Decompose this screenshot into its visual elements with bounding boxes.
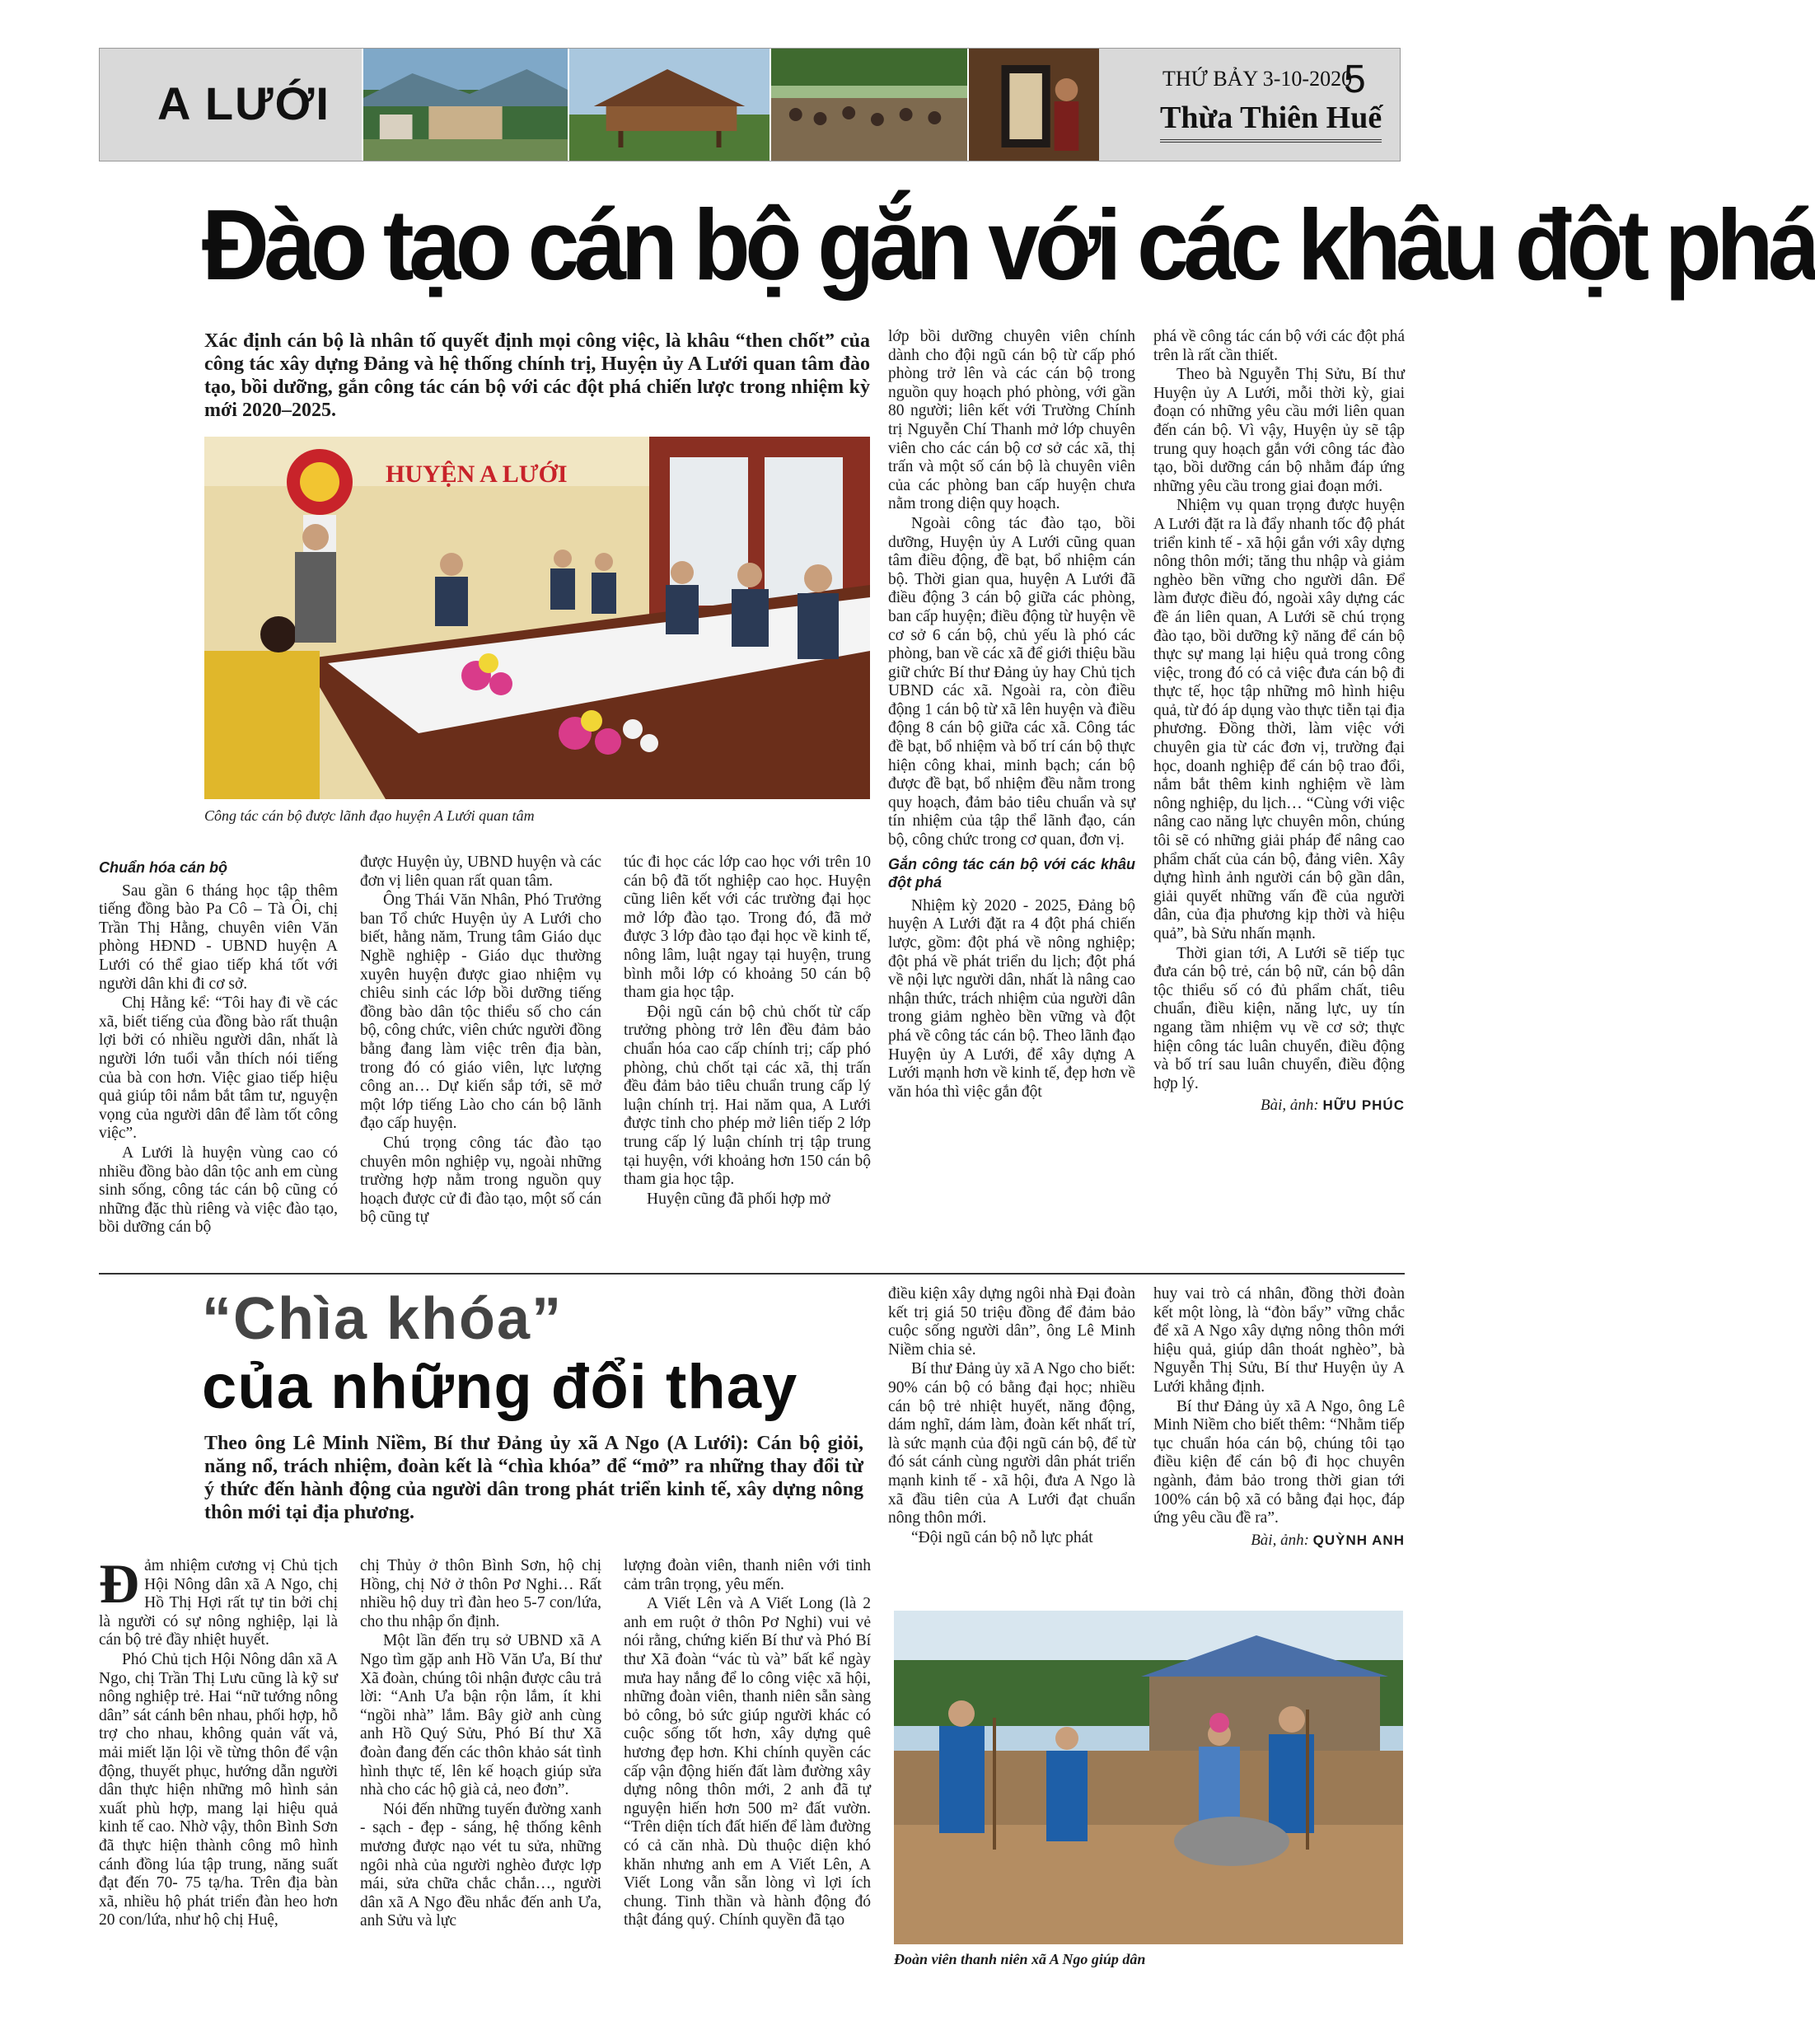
article1-lead: Xác định cán bộ là nhân tố quyết định mọi công việc, là khâu “then chốt” của công tác xây dựng Đảng và hệ thống chính trị, Huyện ủy A Lưới quan tâm đào tạo, bồi dưỡng, gắn công tác cán bộ với các đột phá chiến lược trong nhiệm kỳ mới 2020–2025.: [204, 330, 870, 421]
paragraph: được Huyện ủy, UBND huyện và các đơn vị liên quan rất quan tâm.: [360, 854, 601, 890]
article1-column-2: [360, 854, 601, 1228]
paragraph: Đội ngũ cán bộ chủ chốt từ cấp trưởng phòng trở lên đều đảm bảo chuẩn hóa cao cấp chính trị; cấp phó phòng, chủ chốt tại các xã, thị trấn đều đảm bảo tiêu chuẩn trung cấp lý luận chính trị. Hai năm qua, A Lưới được tỉnh cho phép mở liên tiếp 2 lớp trung cấp lý luận chính trị tập trung tại huyện, với khoảng hơn 150 cán bộ tham gia học tập.: [624, 1003, 871, 1189]
paragraph: Bí thư Đảng ủy xã A Ngo cho biết: 90% cán bộ có bằng đại học; nhiều cán bộ trẻ nhiệt huyết, năng động, dám nghĩ, dám làm, đoàn kết nhất trí, là sức mạnh của đội ngũ cán bộ, để từ đó sát cánh cùng người dân phát triển mạnh kinh tế - xã hội, đưa A Ngo là xã đầu tiên của A Lưới đạt chuẩn nông thôn mới.: [888, 1360, 1135, 1527]
paragraph: “Đội ngũ cán bộ nỗ lực phát: [911, 1528, 1093, 1546]
article1-column-5: [1153, 328, 1405, 1116]
photo-sign-text: HUYỆN A LƯỚI: [386, 461, 568, 488]
article1-byline: Bài, ảnh: HỮU PHÚC: [1260, 1097, 1405, 1115]
header-photo-town: [362, 49, 568, 161]
section-name: A LƯỚI: [157, 77, 330, 129]
article2-photo-caption: Đoàn viên thanh niên xã A Ngo giúp dân: [894, 1951, 1146, 1967]
paragraph: Chị Hằng kể: “Tôi hay đi về các xã, biết tiếng của đồng bào rất thuận lợi bởi có nhiều người dân, nhất là người lớn tuổi vẫn thích nói tiếng của bà con hơn. Việc giao tiếp hiệu quả giúp tôi nắm bắt tâm tư, nguyện vọng của người dân để làm tốt công việc”.: [99, 994, 338, 1143]
paragraph: huy vai trò cá nhân, đồng thời đoàn kết một lòng, là “đòn bẩy” vững chắc để xã A Ngo xây dựng nông thôn mới hiệu quả, giúp dân thoát nghèo”, bà Nguyễn Thị Sửu, Bí thư Huyện ủy A Lưới khẳng định.: [1153, 1285, 1405, 1396]
newspaper-name: Thừa Thiên Huế: [1160, 100, 1382, 143]
header-photo-stilt-house: [568, 49, 770, 161]
paragraph: Phó Chủ tịch Hội Nông dân xã A Ngo, chị Trần Thị Lưu cũng là kỹ sư nông nghiệp trẻ. Hai “nữ tướng nông dân” sát cánh bên nhau, phối hợp, hỗ trợ cho nhau, không quản vất vả, mải miết lặn lội về từng thôn để vận động, thuyết phục, hướng dẫn người dân thực hiện những mô hình sản xuất phù hợp, mang lại hiệu quả kinh tế cao. Nhờ vậy, thôn Bình Sơn đã thực hiện thành công mô hình cánh đồng lúa tập trung, năng suất đạt đến 70- 75 tạ/ha. Trên địa bàn xã, nhiều hộ phát triển đàn heo hơn 20 con/lứa, như hộ chị Huệ,: [99, 1650, 338, 1929]
article2-column-5: [1153, 1285, 1405, 1550]
paragraph: Nhiệm vụ quan trọng được huyện A Lưới đặt ra là đẩy nhanh tốc độ phát triển kinh tế - xã hội gắn với xây dựng nông thôn mới; tăng thu nhập và giảm nghèo bền vững cho người dân. Để làm được điều đó, ngoài xây dựng các đề án liên quan, A Lưới sẽ chú trọng đào tạo, bồi dưỡng kỹ năng để cán bộ thực sự mang lại hiệu quả trong công việc, trong đó có cả việc đưa cán bộ đi thực tế, học tập những mô hình hiệu quả, từ đó áp dụng vào thực tiễn tại địa phương. Đồng thời, làm việc với chuyên gia từ các đơn vị, trường đại học, doanh nghiệp để cán bộ trao đổi, nắm bắt thêm kinh nghiệm về làm nông nghiệp, du lịch… “Cùng với việc nâng cao năng lực chuyên môn, chúng tôi sẽ có những giải pháp để nâng cao phẩm chất của cán bộ, đảng viên. Xây dựng hình ảnh người cán bộ gần dân, giải quyết những vấn đề của người dân, của địa phương kịp thời và hiệu quả”, bà Sửu nhấn mạnh.: [1153, 497, 1405, 942]
article1-column-1: [99, 854, 338, 1238]
article2-lead: Theo ông Lê Minh Niềm, Bí thư Đảng ủy xã A Ngo (A Lưới): Cán bộ giỏi, năng nổ, trách nhiệm, đoàn kết là “chìa khóa” để “mở” ra những thay đổi từ ý thức đến hành động của người dân trong phát triển kinh tế, xây dựng nông thôn mới tại địa phương.: [204, 1433, 863, 1523]
header-photo-weaving: [967, 49, 1099, 161]
paragraph: Sau gần 6 tháng học tập thêm tiếng đồng bào Pa Cô – Tà Ôi, chị Trần Thị Hằng, chuyên viên Văn phòng HĐND - UBND huyện A Lưới có thể giao tiếp khá tốt với người dân khi đi cơ sở.: [99, 882, 338, 993]
paragraph: phá về công tác cán bộ với các đột phá trên là rất cần thiết.: [1153, 328, 1405, 364]
article1-column-3: [624, 854, 871, 1209]
paragraph: Nhiệm kỳ 2020 - 2025, Đảng bộ huyện A Lưới đặt ra 4 đột phá chiến lược, gồm: đột phá về nông nghiệp; đột phá về phát triển du lịch; đột phá về nội lực người dân, nhất là nâng cao nhận thức, trách nhiệm của người dân trong giảm nghèo bền vững và đột phá về công tác cán bộ. Theo lãnh đạo Huyện ủy A Lưới, để xây dựng A Lưới mạnh hơn về kinh tế, đẹp hơn về văn hóa thì việc gắn đột: [888, 896, 1135, 1101]
article2-column-1: [99, 1552, 338, 1931]
paragraph: lượng đoàn viên, thanh niên với tinh cảm trân trọng, yêu mến.: [624, 1557, 871, 1593]
paragraph: Ông Thái Văn Nhân, Phó Trưởng ban Tổ chức Huyện ủy A Lưới cho biết, hằng năm, Trung tâm Giáo dục Nghề nghiệp - Giáo dục thường xuyên huyện được giao nhiệm vụ chiêu sinh các lớp bồi dưỡng tiếng đồng bào dân tộc thiểu số cho cán bộ, công chức, viên chức người đồng bằng đang làm việc trên địa bàn, trong đó có giáo viên, lực lượng công an… Dự kiến sắp tới, sẽ mở một lớp tiếng Lào cho cán bộ lãnh đạo cấp huyện.: [360, 891, 601, 1133]
issue-date: THỨ BẢY 3-10-2020: [1162, 67, 1353, 91]
paragraph: A Viết Lên và A Viết Long (là 2 anh em ruột ở thôn Pơ Nghi) vui vẻ nói rằng, chứng kiến Bí thư và Phó Bí thư Xã đoàn “vác tù và” bất kể ngày mưa hay nắng để lo công việc xã hội, những đoàn viên, thanh niên sẵn sàng bỏ công, bỏ sức giúp người khác có cuộc sống tốt hơn, xây dựng quê hương đẹp hơn. Khi chính quyền các cấp vận động hiến đất làm đường xây dựng nông thôn mới, 2 anh đã tự nguyện hiến hơn 500 m² đất vườn. “Trên diện tích đất hiến để làm đường có cả căn nhà. Dù thuộc diện khó khăn nhưng anh em A Viết Lên, A Viết Long vẫn sẵn lòng vì lợi ích chung. Tinh thần và hành động đó thật đáng quý. Chính quyền đã tạo: [624, 1595, 871, 1929]
article2-column-3: [624, 1557, 871, 1931]
paragraph: Một lần đến trụ sở UBND xã A Ngo tìm gặp anh Hồ Văn Ưa, Bí thư Xã đoàn, chúng tôi nhận được câu trả lời: “Anh Ưa bận rộn lắm, ít khi “ngồi nhà” lắm. Bây giờ anh cùng anh Hồ Quý Sửu, Phó Bí thư Xã đoàn đang đến các thôn khảo sát tình hình thực tế, lên kế hoạch giúp sửa nhà cho các hộ già cả, neo đơn”.: [360, 1632, 601, 1799]
paragraph: Theo bà Nguyễn Thị Sửu, Bí thư Huyện ủy A Lưới, mỗi thời kỳ, giai đoạn có những yêu cầu mới liên quan đến cán bộ. Vì vậy, Huyện ủy sẽ tập trung quy hoạch gắn với công tác đào tạo, bồi dưỡng cán bộ nhằm đáp ứng những yêu cầu trong giai đoạn mới.: [1153, 366, 1405, 495]
subhead: Gắn công tác cán bộ với các khâu đột phá: [888, 855, 1135, 891]
subhead: Chuẩn hóa cán bộ: [99, 859, 228, 876]
paragraph: điều kiện xây dựng ngôi nhà Đại đoàn kết trị giá 50 triệu đồng để đảm bảo cuộc sống người dân”, ông Lê Minh Niềm chia sẻ.: [888, 1285, 1135, 1359]
article1-photo-meeting: [204, 437, 870, 799]
paragraph: Chú trọng công tác đào tạo chuyên môn nghiệp vụ, ngoài những trường hợp nằm trong nguồn quy hoạch được cử đi đào tạo, một số cán bộ cũng tự: [360, 1134, 601, 1227]
paragraph: Thời gian tới, A Lưới sẽ tiếp tục đưa cán bộ trẻ, cán bộ nữ, cán bộ dân tộc thiểu số có đủ phẩm chất, tiêu chuẩn, điều kiện, năng lực, uy tín ngang tầm nhiệm vụ về cơ sở; thực hiện công tác luân chuyển, điều động và bố trí sau luân chuyển, điều động hợp lý.: [1153, 944, 1405, 1092]
paragraph: lớp bồi dưỡng chuyên viên chính dành cho đội ngũ cán bộ từ cấp phó phòng trở lên và các cán bộ trong nguồn quy hoạch phó phòng, với gần 80 người; liên kết với Trường Chính trị Nguyễn Chí Thanh mở lớp chuyên viên cho các cán bộ cơ sở các xã, thị trấn và một số cán bộ là chuyên viên của các phòng ban cấp huyện chưa nằm trong diện quy hoạch.: [888, 328, 1135, 513]
article2-headline-line1: “Chìa khóa”: [202, 1286, 564, 1352]
article2-byline: Bài, ảnh: QUỲNH ANH: [1251, 1531, 1405, 1549]
paragraph: A Lưới là huyện vùng cao có nhiều đồng bào dân tộc anh em cùng sinh sống, công tác cán bộ cũng có những đặc thù riêng và việc đào tạo, bồi dưỡng cán bộ: [99, 1144, 338, 1237]
article2-column-4: [888, 1285, 1135, 1548]
paragraph: Đảm nhiệm cương vị Chủ tịch Hội Nông dân xã A Ngo, chị Hồ Thị Hợi rất tự tin bởi chị là người có sự nông nghiệp, lại là cán bộ trẻ đầy nhiệt huyết.: [99, 1552, 338, 1649]
page-number: 5: [1344, 58, 1366, 101]
masthead: [99, 48, 1401, 161]
paragraph: Nói đến những tuyến đường xanh - sạch - đẹp - sáng, hệ thống kênh mương được nạo vét tu sửa, những ngôi nhà của người nghèo được lợp mái, sửa chữa chắc chắn…, người dân xã A Ngo đều nhắc đến anh Ưa, anh Sửu và lực: [360, 1800, 601, 1930]
paragraph: Bí thư Đảng ủy xã A Ngo, ông Lê Minh Niềm cho biết thêm: “Nhằm tiếp tục chuẩn hóa cán bộ, chúng tôi tạo điều kiện để cán bộ đi học chuyên ngành, đảm bảo trong thời gian tới 100% cán bộ xã có bằng đại học, đáp ứng yêu cầu đề ra”.: [1153, 1397, 1405, 1527]
article2-headline-line2: của những đổi thay: [202, 1352, 798, 1422]
article1-headline: Đào tạo cán bộ gắn với các khâu đột phá: [202, 189, 1815, 301]
article2-photo-youth-helping: [894, 1611, 1403, 1944]
article2-column-2: [360, 1557, 601, 1932]
paragraph: túc đi học các lớp cao học với trên 10 cán bộ đã tốt nghiệp cao học. Huyện cũng liên kết với các trường đại học mở lớp đào tạo. Trong đó, đã mở được 3 lớp đào tạo đại học về kinh tế, nông lâm, luật ngay tại huyện, trung bình mỗi lớp có khoảng 50 cán bộ tham gia học tập.: [624, 854, 871, 1002]
article1-column-4: [888, 328, 1135, 1102]
drop-cap: Đ: [99, 1552, 140, 1615]
paragraph: chị Thủy ở thôn Bình Sơn, hộ chị Hồng, chị Nở ở thôn Pơ Nghi… Rất nhiều hộ duy trì đàn heo 5-7 con/lứa, cho thu nhập ổn định.: [360, 1557, 601, 1630]
paragraph: Ngoài công tác đào tạo, bồi dưỡng, Huyện ủy A Lưới cũng quan tâm điều động, đề bạt, bổ nhiệm cán bộ. Thời gian qua, huyện A Lưới đã điều động 3 cán bộ giữa các phòng, ban cấp huyện; điều động từ huyện về cơ sở 6 cán bộ, chủ yếu là phó các phòng, ban về các xã để giới thiệu bầu giữ chức Bí thư Đảng ủy hay Chủ tịch UBND các xã. Ngoài ra, còn điều động 1 cán bộ từ xã lên huyện và điều động 8 cán bộ giữa các xã. Công tác đề bạt, bổ nhiệm và bố trí cán bộ thực hiện công khai, minh bạch; cán bộ được đề bạt, bổ nhiệm đều nằm trong quy hoạch, đảm bảo tiêu chuẩn và sự tín nhiệm của tập thể lãnh đạo, cán bộ, công chức trong cơ quan, đơn vị.: [888, 514, 1136, 849]
paragraph: Huyện cũng đã phối hợp mở: [647, 1190, 830, 1208]
article-divider: [99, 1273, 1405, 1275]
article1-photo-caption: Công tác cán bộ được lãnh đạo huyện A Lưới quan tâm: [204, 807, 535, 824]
header-photo-festival: [770, 49, 967, 161]
